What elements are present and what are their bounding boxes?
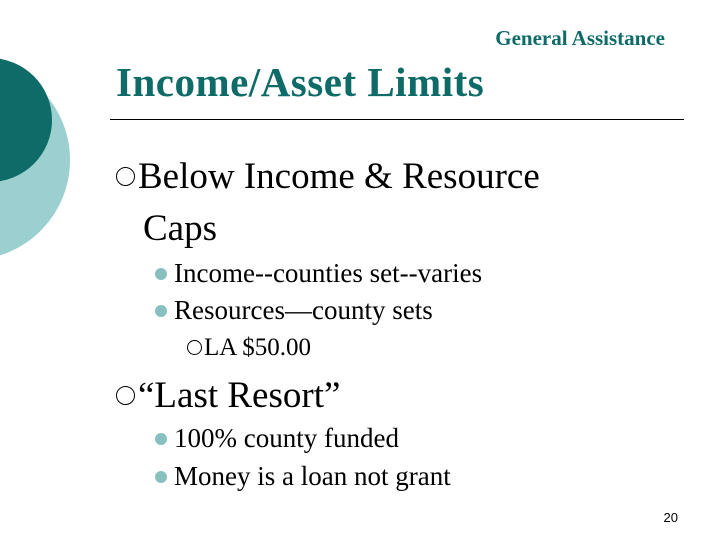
dot-icon — [155, 471, 167, 483]
bullet-text: “Last Resort” — [138, 375, 341, 416]
bullet-below-income-continued — [143, 208, 217, 250]
subsubbullet-la — [187, 333, 311, 363]
subbullet-county-funded — [155, 422, 399, 454]
page-number: 20 — [663, 510, 678, 525]
subbullet-income — [155, 257, 482, 289]
subbullet-text: Money is a loan not grant — [174, 461, 451, 491]
small-ring-icon — [187, 340, 202, 355]
slide-title: Income/Asset Limits — [116, 59, 485, 105]
dot-icon — [155, 433, 167, 445]
subbullet-resources — [155, 294, 433, 326]
subsubbullet-text: LA $50.00 — [204, 334, 311, 361]
bullet-text: Caps — [143, 208, 217, 249]
dot-icon — [155, 305, 167, 317]
ring-icon — [116, 167, 135, 186]
bullet-last-resort — [116, 375, 340, 417]
decorative-circles — [0, 0, 120, 300]
subbullet-text: 100% county funded — [174, 423, 399, 453]
subbullet-text: Income--counties set--varies — [174, 258, 483, 288]
bullet-text: Below Income & Resource — [138, 156, 540, 197]
dot-icon — [155, 268, 167, 280]
subbullet-loan — [155, 460, 451, 492]
ring-icon — [116, 386, 135, 405]
subbullet-text: Resources—county sets — [174, 295, 433, 325]
section-label: General Assistance — [495, 26, 665, 50]
title-divider — [110, 119, 684, 120]
bullet-below-income — [116, 156, 540, 198]
